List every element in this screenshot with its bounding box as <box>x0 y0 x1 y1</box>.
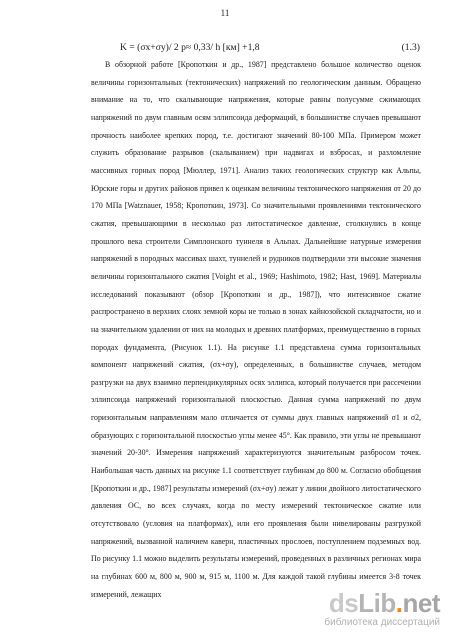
watermark <box>324 589 440 629</box>
paragraph: В обзорной работе [Кропоткин и др., 1987] представлено большое количество оценок величины горизонтальных (тектонических) напряжений по геологическим данным. Обращено внимание на то, что скалывающие напряжения, которые равны полусумме сжимающих напряжений по двум главным осям эллипсоида деформаций, в большинстве случаев превышают прочность наиболее крепких пород, т.е. достигают значений 80-100 МПа. Примером может служить образование разрывов (скалыванием) при надвигах и взбросах, и разломление массивных горных пород [Мюллер, 1971]. Анализ таких геологических структур как Альпы, Юрские горы и других районов привел к оценкам величины тектонического напряжения от 20 до 170 МПа [Watznauer, 1958; Кропоткин, 1973]. Со значительными проявлениями тектонического сжатия, превышающими в несколько раз литостатическое давление, столкнулись в конце прошлого века строители Симплонского туннеля в Альпах. Дальнейшие натурные измерения напряжений в породных массивах шахт, туннелей и рудников подтвердили эти высокие значения величины горизонтального сжатия [Voight et al., 1969; Hashimoto, 1982; Hast, 1969]. Материалы исследований показывают (обзор [Кропоткин и др., 1987]), что интенсивное сжатие распространено в верхних слоях земной коры не только в зонах кайнозойской складчатости, но и на значительном удалении от них на молодых и древних платформах, преимущественно в горных породах фундамента, (Рисунок 1.1). На рисунке 1.1 представлена сумма горизонтальных компонент напряжений сжатия, (σx+σy), определенных, в большинстве случаев, методом разгрузки на двух взаимно перпендикулярных осях эллипса, который получается при рассечении эллипсоида напряжений горизонтальной плоскостью. Данная сумма напряжений по двум горизонтальным направлениям мало отличается от суммы двух главных напряжений σ1 и σ2, образующих с горизонтальной плоскостью углы менее 45°. Как правило, эти углы не превышают значений 20-30°. Измерения напряжений характеризуются значительным разбросом точек. Наибольшая часть данных на рисунке 1.1 соответствует глубинам до 800 м. Согласно обобщения [Кропоткин и др., 1987] результаты измерений (σx+σy) лежат у линии двойного литостатического давления ОС, во всех случаях, когда по месту измерений тектоническое сжатие или отсутствовало (условия на платформах), или его проявления были нивелированы разгрузкой напряжений, вызванной наличием каверн, пластичных прослоев, поступлением подземных вод. По рисунку 1.1 можно выделить результаты измерений, проведенных в различных регионах мира на глубинах 600 м, 800 м, 900 м, 915 м, 1100 м. Для каждой такой глубины имеется 3-8 точек измерений, лежащих <box>91 60 421 599</box>
watermark-caption: библиотека диссертаций <box>324 617 440 628</box>
body-text <box>91 56 421 603</box>
equation-number: (1.3) <box>401 42 420 53</box>
page-number: 11 <box>220 8 230 18</box>
equation: K = (σx+σy)/ 2 p≈ 0,33/ h [км] +1,8 <box>120 42 260 53</box>
watermark-logo: dsLib.net <box>328 588 440 618</box>
